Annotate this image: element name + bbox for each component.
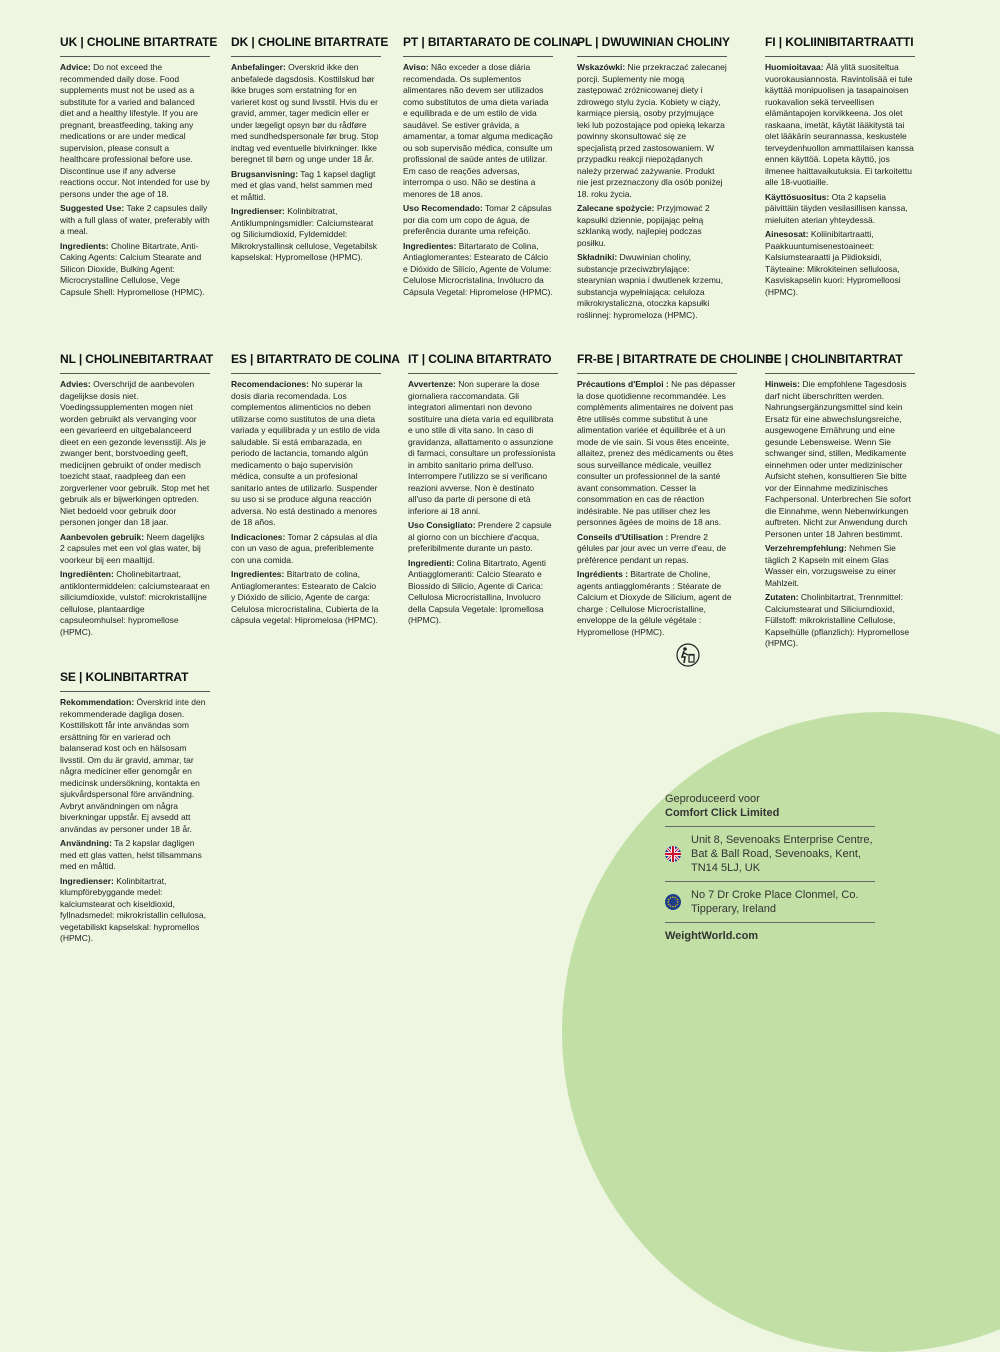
section-title: FI | KOLIINIBITARTRAATTI bbox=[765, 35, 914, 49]
section-fi bbox=[765, 35, 915, 301]
use-label: Conseils d'Utilisation : bbox=[577, 531, 669, 542]
advice-paragraph bbox=[60, 62, 210, 200]
ingredients-paragraph bbox=[408, 558, 558, 627]
section-nl bbox=[60, 352, 214, 641]
use-label: Uso Recomendado: bbox=[403, 203, 483, 213]
ingredients-text: Bitartarato de Colina, Antiaglomerantes: Estearato de Cálcio e Dióxido de Silício, Agente de Volume: Celulose Microcristalina, Invólucro da Cápsula Vegetal: Hipromelose (HPMC). bbox=[403, 240, 553, 297]
divider bbox=[60, 56, 210, 57]
dispose-bin-icon bbox=[676, 643, 700, 667]
advice-label: Anbefalinger: bbox=[231, 62, 286, 72]
section-title: UK | CHOLINE BITARTRATE bbox=[60, 35, 218, 49]
advice-text: Não exceder a dose diária recomendada. Os suplementos alimentares não devem ser utilizados como substitutos de uma dieta variada e equilibrada e de um estilo de vida saudável. Se estiver grávida, a amamentar, a tomar alguma medicação ou sob supervisão médica, consulte um profissional de saúde antes de utilizar. Em caso de reações adversas, interrompa o uso. Não se destina a menores de 18 anos. bbox=[403, 62, 553, 199]
section-title: DK | CHOLINE BITARTRATE bbox=[231, 35, 389, 49]
section-uk bbox=[60, 35, 218, 301]
ingredients-label: Ingredienti: bbox=[408, 557, 455, 568]
use-paragraph bbox=[765, 543, 915, 589]
ingredients-label: Ingredients: bbox=[60, 240, 109, 251]
use-paragraph bbox=[231, 532, 381, 567]
advice-label: Recomendaciones: bbox=[231, 379, 309, 389]
advice-label: Rekommendation: bbox=[60, 697, 135, 707]
ingredients-text: Choline Bitartrate, Anti-Caking Agents: Calcium Stearate and Silicon Dioxide, Bulking Agent: Microcrystalline Cellulose, Vege Capsule Shell: Hypromellose (HPMC). bbox=[60, 240, 205, 297]
advice-paragraph bbox=[231, 62, 381, 166]
use-paragraph bbox=[60, 203, 210, 238]
use-text: Prendere 2 capsule al giorno con un bicchiere d'acqua, preferibilmente durante un pasto. bbox=[408, 520, 552, 553]
divider bbox=[403, 56, 553, 57]
advice-text: Non superare la dose giornaliera raccomandata. Gli integratori alimentari non devono sostituire una dieta varia ed equilibrata e uno stile di vita sano. In caso di gravidanza, allattamento o assunzione di farmaci, consultare un professionista in ambito sanitario prima dell'uso. Interrompere l'utilizzo se si verificano reazioni avverse. Non è destinato all'uso da parte di persone di età inferiore ai 18 anni. bbox=[408, 379, 556, 516]
use-paragraph bbox=[60, 838, 210, 873]
use-paragraph bbox=[765, 192, 915, 227]
divider bbox=[408, 373, 558, 374]
use-paragraph bbox=[403, 203, 553, 238]
ingredients-paragraph bbox=[577, 252, 727, 321]
section-title: FR-BE | BITARTRATE DE CHOLINE bbox=[577, 352, 774, 366]
ingredients-label: Ingrédients : bbox=[577, 569, 629, 579]
ingredients-text: Bitartrato de colina, Antiaglomerantes: Estearato de Calcio y Dióxido de silicio, Agente de carga: Celulosa microcristalina, Cubierta de la cápsula vegetal: Hipromelosa (HPMC). bbox=[231, 569, 379, 625]
section-title: SE | KOLINBITARTRAT bbox=[60, 670, 189, 684]
use-label: Suggested Use: bbox=[60, 203, 125, 213]
advice-text: Nie przekraczać zalecanej porcji. Suplementy nie mogą zastępować zróżnicowanej diety i zdrowego stylu życia. Kobiety w ciąży, karmiące piersią, osoby przyjmujące leki lub pozostające pod opieką lekarza powinny skonsultować się ze specjalistą przed zastosowaniem. W przypadku reakcji niepożądanych należy przerwać zażywanie. Produkt nie jest przeznaczony dla osób poniżej 18. roku życia. bbox=[577, 62, 727, 199]
advice-paragraph bbox=[231, 379, 381, 529]
ingredients-label: Ingredienser: bbox=[231, 206, 285, 216]
use-text: Przyjmować 2 kapsułki dziennie, popijając pełną szklanką wody, najlepiej podczas posiłku. bbox=[577, 203, 710, 248]
use-label: Käyttösuositus: bbox=[765, 191, 830, 202]
section-se bbox=[60, 670, 210, 948]
ie-address-row bbox=[665, 888, 875, 916]
section-dk bbox=[231, 35, 389, 267]
ingredients-text: Koliinibitartraatti, Paakkuuntumisenestoaineet: Kalsiumstearaatti ja Piidioksidi, Täyteaine: Mikrokiteinen selluloosa, Kasviskapselin kuori: Hypromelloosi (HPMC). bbox=[765, 229, 901, 297]
section-title: NL | CHOLINEBITARTRAAT bbox=[60, 352, 214, 366]
use-label: Indicaciones: bbox=[231, 531, 286, 542]
section-de bbox=[765, 352, 915, 653]
uk-address: Unit 8, Sevenoaks Enterprise Centre, Bat & Ball Road, Sevenoaks, Kent, TN14 5LJ, UK bbox=[691, 834, 873, 874]
use-label: Aanbevolen gebruik: bbox=[60, 531, 145, 542]
advice-paragraph bbox=[408, 379, 558, 517]
advice-label: Huomioitavaa: bbox=[765, 62, 824, 72]
advice-text: Overschrijd de aanbevolen dagelijkse dosis niet. Voedingssupplementen mogen niet worden gebruikt als vervanging voor een gevarieerd en uitgebalanceerd dieet en een gezonde levensstijl. Als je zwanger bent, borstvoeding geeft, medicijnen gebruikt of onder medisch toezicht staat, raadpleeg dan een zorgverlener voor gebruik. Stop met het gebruik als er bijwerkingen optreden. Niet bedoeld voor gebruik door personen jonger dan 18 jaar. bbox=[60, 379, 210, 527]
advice-paragraph bbox=[765, 379, 915, 540]
use-label: Zalecane spożycie: bbox=[577, 203, 655, 213]
section-pl bbox=[577, 35, 730, 324]
use-text: Nehmen Sie täglich 2 Kapseln mit einem Glas Wasser ein, vorzugsweise zu einer Mahlzeit. bbox=[765, 543, 897, 588]
divider bbox=[231, 373, 381, 374]
ingredients-paragraph bbox=[765, 229, 915, 298]
divider bbox=[665, 826, 875, 827]
divider bbox=[577, 56, 727, 57]
section-title: ES | BITARTRATO DE COLINA bbox=[231, 352, 400, 366]
section-title: PT | BITARTARATO DE COLINA bbox=[403, 35, 579, 49]
advice-label: Advice: bbox=[60, 62, 91, 72]
advice-text: Die empfohlene Tagesdosis darf nicht überschritten werden. Nahrungsergänzungsmittel sind kein Ersatz für eine abwechslungsreiche, ausgewogene Ernährung und eine gesunde Lebensweise. Wenn Sie schwanger sind, stillen, Medikamente einnehmen oder unter medizinischer Aufsicht stehen, konsultieren Sie bitte vor der Einnahme medizinisches Fachpersonal. Unterbrechen Sie sofort die Einnahme, wenn Nebenwirkungen auftreten. Nicht zur Anwendung durch Personen unter 18 Jahren bestimmt. bbox=[765, 379, 911, 539]
produced-for-label: Geproduceerd voor bbox=[665, 793, 760, 805]
ingredients-text: Bitartrate de Choline, agents antiagglomérants : Stéarate de Calcium et Dioxyde de Silicium, agent de charge : Cellulose Microcristalline, enveloppe de la gélule végétale : Hypromellose (HPMC). bbox=[577, 569, 732, 637]
use-paragraph bbox=[577, 203, 727, 249]
ingredients-text: Kolinbitartrat, klumpförebyggande medel: kalciumstearat och kiseldioxid, fyllnadsmedel: mikrokristallin cellulosa, vegetabiliskt kapselskal: hypromellos (HPMC). bbox=[60, 875, 206, 943]
advice-label: Aviso: bbox=[403, 62, 429, 72]
website-link[interactable]: WeightWorld.com bbox=[665, 930, 759, 942]
use-paragraph bbox=[577, 532, 737, 567]
use-text: Ota 2 kapselia päivittäin täyden vesilasillisen kanssa, mieluiten aterian yhteydessä. bbox=[765, 191, 908, 225]
ingredients-label: Ingrediënten: bbox=[60, 569, 114, 579]
ingredients-paragraph bbox=[231, 569, 381, 627]
ingredients-text: Dwuwinian choliny, substancje przeciwzbrylające: stearynian wapnia i dwutlenek krzemu, substancja wypełniająca: celuloza mikrokrystaliczna, otoczka kapsułki roślinnej: hypromeloza (HPMC). bbox=[577, 252, 723, 320]
ingredients-text: Colina Bitartrato, Agenti Antiagglomeranti: Calcio Stearato e Biossido di Silicio, Agente di Carica: Cellulosa Microcristallina, Involucro della Capsula Vegetale: Ipromellosa (HPMC). bbox=[408, 557, 546, 625]
advice-paragraph bbox=[765, 62, 915, 189]
ingredients-paragraph bbox=[765, 592, 915, 650]
uk-flag-icon bbox=[665, 846, 681, 862]
ingredients-paragraph bbox=[231, 206, 381, 264]
advice-text: Överskrid inte den rekommenderade dagliga dosen. Kosttillskott får inte användas som ersättning för en varierad och balanserad kost och en hälsosam livsstil. Om du är gravid, ammar, tar några mediciner eller genomgår en medicinsk undersökning, kontakta en sjukvårdspersonal före användning. Avbryt användningen om några biverkningar uppstår. Ej avsedd att användas av personer under 18 år. bbox=[60, 697, 206, 834]
use-paragraph bbox=[60, 532, 210, 567]
company-name: Comfort Click Limited bbox=[665, 807, 780, 819]
ie-address: No 7 Dr Croke Place Clonmel, Co. Tipperary, Ireland bbox=[691, 889, 859, 915]
use-paragraph bbox=[408, 520, 558, 555]
ingredients-paragraph bbox=[60, 569, 210, 638]
advice-paragraph bbox=[577, 379, 737, 529]
section-title: DE | CHOLINBITARTRAT bbox=[765, 352, 903, 366]
divider bbox=[577, 373, 737, 374]
divider bbox=[665, 922, 875, 923]
divider bbox=[665, 881, 875, 882]
ingredients-label: Ingredientes: bbox=[403, 240, 457, 251]
ingredients-label: Ingredientes: bbox=[231, 569, 285, 579]
use-text: Neem dagelijks 2 capsules met een vol glas water, bij voorkeur bij een maaltijd. bbox=[60, 531, 205, 565]
advice-text: Älä ylitä suositeltua vuorokausiannosta. Ravintolisää ei tule käyttää monipuolisen ja tasapainoisen ruokavalion sekä terveellisen elämäntapojen korvikkeena. Jos olet raskaana, imetät, käytät lääkitystä tai olet lääkärin seurannassa, keskustele terveydenhuollon ammattilaisen kanssa ennen käyttöä. Lopeta käyttö, jos ilmenee haittavaikutuksia. Ei tarkoitettu alle 18-vuotiaille. bbox=[765, 62, 914, 187]
section-title: PL | DWUWINIAN CHOLINY bbox=[577, 35, 730, 49]
advice-paragraph bbox=[60, 379, 210, 529]
section-title: IT | COLINA BITARTRATO bbox=[408, 352, 552, 366]
advice-text: Ne pas dépasser la dose quotidienne recommandée. Les compléments alimentaires ne doivent pas être utilisés comme substitut à une alimentation variée et équilibrée et à un mode de vie sain. Si vous êtes enceinte, allaitez, prenez des médicaments ou êtes sous surveillance médicale, veuillez consulter un professionnel de la santé avant consommation. Cesser la consommation en cas de réaction indésirable. Ne pas utiliser chez les personnes âgées de moins de 18 ans. bbox=[577, 379, 736, 527]
use-label: Brugsanvisning: bbox=[231, 168, 299, 179]
use-text: Tomar 2 cápsulas por dia com um copo de água, de preferência durante uma refeição. bbox=[403, 203, 552, 236]
ingredients-label: Składniki: bbox=[577, 252, 618, 262]
advice-paragraph bbox=[403, 62, 553, 200]
use-text: Prendre 2 gélules par jour avec un verre d'eau, de préférence pendant un repas. bbox=[577, 531, 727, 565]
ingredients-paragraph bbox=[60, 876, 210, 945]
use-label: Användning: bbox=[60, 838, 112, 848]
advice-label: Advies: bbox=[60, 379, 91, 389]
ingredients-label: Zutaten: bbox=[765, 592, 799, 602]
ingredients-paragraph bbox=[577, 569, 737, 638]
eu-flag-icon bbox=[665, 894, 681, 910]
divider bbox=[60, 373, 210, 374]
manufacturer-block bbox=[665, 792, 875, 943]
ingredients-text: Cholinebitartraat, antiklontermiddelen: calciumstearaat en siliciumdioxide, vulstof: microkristallijne cellulose, plantaardige capsuleomhulsel: hypromellose (HPMC). bbox=[60, 569, 210, 637]
section-fr-be bbox=[577, 352, 774, 641]
use-paragraph bbox=[231, 169, 381, 204]
advice-label: Avvertenze: bbox=[408, 379, 456, 389]
ingredients-paragraph bbox=[403, 241, 553, 299]
advice-label: Hinweis: bbox=[765, 379, 800, 389]
use-label: Verzehrempfehlung: bbox=[765, 543, 847, 553]
divider bbox=[765, 56, 915, 57]
uk-address-row bbox=[665, 833, 875, 875]
use-text: Take 2 capsules daily with a full glass of water, preferably with a meal. bbox=[60, 203, 210, 236]
ingredients-label: Ainesosat: bbox=[765, 229, 809, 239]
use-text: Tomar 2 cápsulas al día con un vaso de agua, preferiblemente con una comida. bbox=[231, 531, 378, 565]
advice-text: No superar la dosis diaria recomendada. Los complementos alimenticios no deben utilizarse como sustitutos de una dieta variada y equilibrada y un estilo de vida saludable. Si está embarazada, en periodo de lactancia, tomando algún medicamento o bajo supervisión médica, consulte a un profesional sanitario antes de utilizarlo. Suspender su uso si se produce alguna reacción adversa. No está destinado a menores de 18 años. bbox=[231, 379, 380, 527]
section-es bbox=[231, 352, 400, 630]
advice-text: Overskrid ikke den anbefalede dagsdosis. Kosttilskud bør ikke bruges som erstatning for en varieret kost og sund livsstil. Hvis du er gravid, ammer, tager medicin eller er under lægeligt opsyn bør du rådføre med sundhedspersonale før brug. Stop indtag ved eventuelle bivirkninger. Ikke beregnet til børn og unge under 18 år. bbox=[231, 62, 379, 164]
advice-text: Do not exceed the recommended daily dose. Food supplements must not be used as a substitute for a varied and balanced diet and a healthy lifestyle. If you are pregnant, breastfeeding, taking any medications or are under medical supervision, please consult a healthcare professional before use. Discontinue use if any adverse reactions occur. Not intended for use by persons under the age of 18. bbox=[60, 62, 210, 199]
ingredients-label: Ingredienser: bbox=[60, 875, 114, 886]
advice-label: Précautions d'Emploi : bbox=[577, 379, 669, 389]
advice-label: Wskazówki: bbox=[577, 62, 626, 72]
use-text: Tag 1 kapsel dagligt med et glas vand, helst sammen med et måltid. bbox=[231, 168, 376, 202]
divider bbox=[765, 373, 915, 374]
advice-paragraph bbox=[577, 62, 727, 200]
ingredients-paragraph bbox=[60, 241, 210, 299]
divider bbox=[231, 56, 381, 57]
ingredients-text: Kolinbitratrat, Antiklumpningsmidler: Calciumstearat og Siliciumdioxid, Fyldemiddel: Mikrokrystallinsk cellulose, Vegetabilsk kapselskal: Hypromellose (HPMC). bbox=[231, 206, 377, 262]
advice-paragraph bbox=[60, 697, 210, 835]
ingredients-text: Cholinbitartrat, Trennmittel: Calciumstearat und Siliciumdioxid, Füllstoff: mikrokristalline Cellulose, Kapselhülle (pflanzlich): Hypromellose (HPMC). bbox=[765, 592, 910, 648]
section-it bbox=[408, 352, 558, 630]
section-pt bbox=[403, 35, 579, 301]
divider bbox=[60, 691, 210, 692]
use-label: Uso Consigliato: bbox=[408, 520, 476, 530]
use-text: Ta 2 kapslar dagligen med ett glas vatten, helst tillsammans med en måltid. bbox=[60, 838, 202, 871]
